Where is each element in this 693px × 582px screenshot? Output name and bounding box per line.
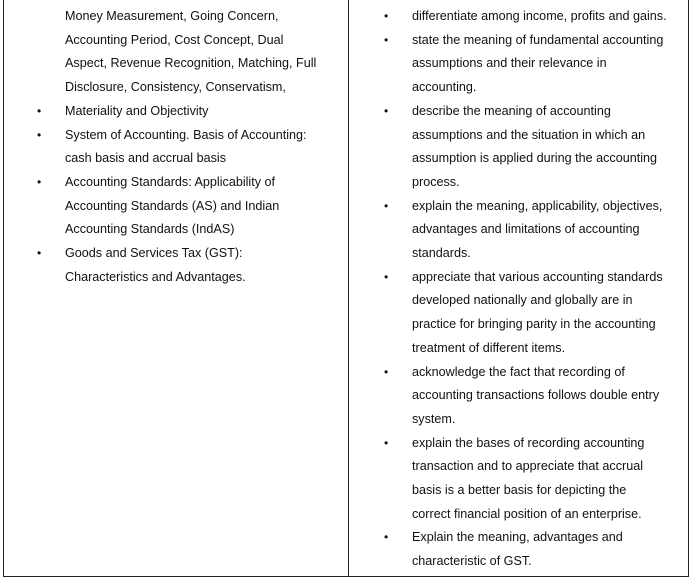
text-line: transaction and to appreciate that accrual <box>412 459 644 474</box>
bullet-icon: • <box>37 246 42 261</box>
text-line: system. <box>412 411 456 426</box>
left-column-topics <box>37 5 342 289</box>
list-item <box>37 124 342 171</box>
bullet-icon: • <box>37 103 42 118</box>
text-line: Explain the meaning, advantages and <box>412 530 623 545</box>
list-item <box>384 100 684 195</box>
text-line: Money Measurement, Going Concern, <box>65 9 279 23</box>
text-line: Accounting Standards (AS) and Indian <box>65 198 280 213</box>
text-line: appreciate that various accounting standards <box>412 269 663 284</box>
text-line: Accounting Standards (IndAS) <box>65 222 235 237</box>
text-line: accounting transactions follows double entry <box>412 388 660 403</box>
text-line: correct financial position of an enterprise. <box>412 506 642 521</box>
text-line: characteristic of GST. <box>412 554 532 569</box>
list-item <box>37 242 342 289</box>
list-item <box>384 432 684 527</box>
text-line: Accounting Standards: Applicability of <box>65 174 276 189</box>
bullet-icon: • <box>384 9 389 23</box>
text-line: practice for bringing parity in the accounting <box>412 317 656 332</box>
list-item <box>37 171 342 242</box>
text-line: Disclosure, Consistency, Conservatism, <box>65 80 286 95</box>
bullet-icon: • <box>37 174 42 189</box>
list-item <box>384 29 684 100</box>
text-line: treatment of different items. <box>412 340 566 355</box>
left-continuation-text <box>37 5 342 100</box>
text-line: explain the bases of recording accounting <box>412 435 645 450</box>
bullet-icon: • <box>384 435 389 450</box>
bullet-icon: • <box>384 530 389 545</box>
text-line: describe the meaning of accounting <box>412 103 611 118</box>
text-line: advantages and limitations of accounting <box>412 222 640 237</box>
bullet-icon: • <box>384 269 389 284</box>
text-line: Goods and Services Tax (GST): <box>65 246 243 261</box>
text-line: assumption is applied during the accounting <box>412 151 658 166</box>
text-line: Accounting Period, Cost Concept, Dual <box>65 32 284 47</box>
text-line: Aspect, Revenue Recognition, Matching, Full <box>65 56 317 71</box>
text-line: process. <box>412 174 460 189</box>
list-item <box>384 266 684 361</box>
text-line: cash basis and accrual basis <box>65 151 227 166</box>
text-line: differentiate among income, profits and gains. <box>412 9 667 23</box>
column-divider <box>348 0 349 577</box>
bullet-icon: • <box>384 198 389 213</box>
text-line: basis is a better basis for depicting the <box>412 483 627 498</box>
text-line: accounting. <box>412 80 477 95</box>
right-bullet-list <box>384 5 684 574</box>
bullet-icon: • <box>384 364 389 379</box>
bullet-icon: • <box>384 103 389 118</box>
text-line: assumptions and their relevance in <box>412 56 607 71</box>
text-line: acknowledge the fact that recording of <box>412 364 625 379</box>
list-item <box>37 100 342 124</box>
list-item <box>384 195 684 266</box>
text-line: System of Accounting. Basis of Accounting: <box>65 127 307 142</box>
text-line: Characteristics and Advantages. <box>65 269 246 284</box>
text-line: developed nationally and globally are in <box>412 293 633 308</box>
list-item <box>384 5 684 29</box>
text-line: state the meaning of fundamental accounting <box>412 32 664 47</box>
text-line: standards. <box>412 246 471 261</box>
text-line: Materiality and Objectivity <box>65 103 209 118</box>
list-item <box>384 361 684 432</box>
list-item <box>384 526 684 573</box>
bullet-icon: • <box>384 32 389 47</box>
bullet-icon: • <box>37 127 42 142</box>
right-column-outcomes <box>384 5 684 574</box>
left-bullet-list <box>37 100 342 290</box>
text-line: assumptions and the situation in which an <box>412 127 646 142</box>
text-line: explain the meaning, applicability, objectives, <box>412 198 663 213</box>
